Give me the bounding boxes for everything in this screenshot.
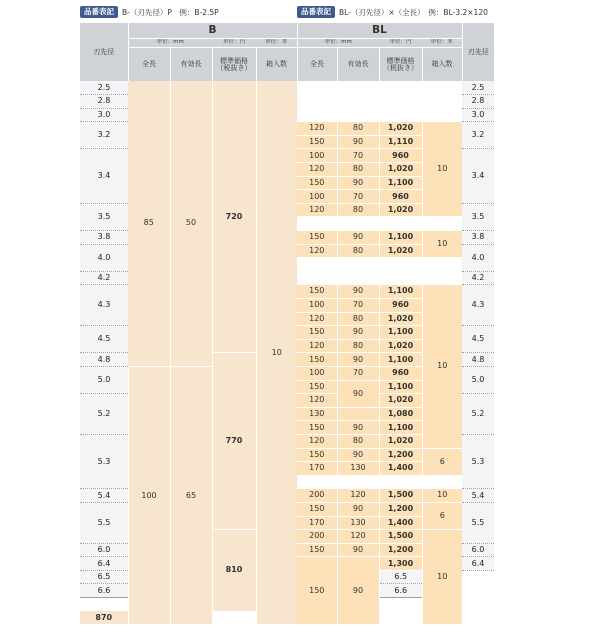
bl-effective-length-cell: 90	[337, 380, 379, 407]
blade-diameter-cell: 3.4	[80, 149, 128, 203]
blade-diameter-cell: 6.6	[379, 584, 422, 598]
blade-diameter-cell: 3.2	[80, 122, 128, 149]
table-row	[80, 81, 494, 95]
blade-diameter-cell: 5.4	[462, 489, 494, 503]
bl-price-cell: 960	[379, 366, 422, 380]
blade-diameter-cell: 5.0	[80, 366, 128, 393]
unit-pcs: 単位：本	[256, 39, 297, 48]
bl-length-cell: 100	[297, 366, 337, 380]
blade-diameter-cell: 3.4	[462, 149, 494, 203]
blade-diameter-cell: 5.3	[462, 434, 494, 488]
bl-length-cell: 120	[297, 203, 337, 217]
bl-length-cell: 150	[297, 543, 337, 557]
blade-diameter-cell: 2.5	[462, 81, 494, 95]
blade-diameter-cell: 6.0	[80, 543, 128, 557]
unit-yen: 単位：円	[379, 39, 422, 48]
bl-effective-length-cell: 70	[337, 366, 379, 380]
blade-diameter-cell: 5.4	[80, 489, 128, 503]
part-number-tag: 品番表記	[297, 6, 335, 18]
bl-price-cell: 1,110	[379, 135, 422, 149]
blade-diameter-cell: 3.2	[462, 122, 494, 149]
part-number-tag: 品番表記	[80, 6, 118, 18]
group-b-header: B	[128, 23, 297, 39]
blade-diameter-cell: 2.5	[80, 81, 128, 95]
bl-effective-length-cell: 130	[337, 516, 379, 530]
col-qty: 箱入数	[422, 48, 462, 82]
bl-not-available	[297, 81, 462, 122]
blade-diameter-cell: 6.5	[379, 570, 422, 584]
bl-effective-length-cell: 90	[337, 543, 379, 557]
blade-diameter-cell: 5.0	[462, 366, 494, 393]
bl-effective-length-cell: 80	[337, 244, 379, 258]
blade-diameter-cell: 5.3	[80, 434, 128, 488]
col-qty: 箱入数	[256, 48, 297, 82]
blade-diameter-cell: 6.5	[80, 570, 128, 584]
blade-diameter-cell: 6.6	[80, 584, 128, 598]
bl-qty-cell: 6	[422, 448, 462, 475]
bl-effective-length-cell: 90	[337, 326, 379, 340]
bl-qty-cell: 10	[422, 285, 462, 448]
bl-length-cell: 120	[297, 434, 337, 448]
bl-qty-cell: 10	[422, 122, 462, 217]
bl-length-cell: 100	[297, 149, 337, 163]
bl-length-cell: 200	[297, 530, 337, 544]
blade-diameter-cell: 2.8	[80, 95, 128, 109]
bl-price-cell: 1,100	[379, 231, 422, 245]
b-price-cell: 720	[212, 81, 256, 353]
bl-length-cell: 100	[297, 299, 337, 313]
bl-price-cell: 1,100	[379, 285, 422, 299]
bl-price-cell: 1,100	[379, 353, 422, 367]
bl-effective-length-cell: 90	[337, 448, 379, 462]
bl-effective-length-cell	[337, 407, 379, 421]
bl-length-cell: 170	[297, 462, 337, 476]
bl-price-cell: 1,020	[379, 244, 422, 258]
bl-price-cell: 1,020	[379, 394, 422, 408]
bl-not-available	[297, 217, 462, 231]
bl-effective-length-cell: 70	[337, 149, 379, 163]
bl-length-cell: 150	[297, 380, 337, 394]
bl-not-available	[297, 475, 462, 489]
bl-price-cell: 1,100	[379, 421, 422, 435]
bl-price-cell: 1,400	[379, 516, 422, 530]
blade-diameter-header: 刃先径	[462, 23, 494, 81]
bl-qty-cell: 10	[422, 530, 462, 625]
bl-price-cell: 1,200	[379, 502, 422, 516]
bl-effective-length-cell: 90	[337, 231, 379, 245]
bl-price-cell: 1,100	[379, 380, 422, 394]
bl-price-cell: 1,020	[379, 312, 422, 326]
bl-length-cell: 130	[297, 407, 337, 421]
col-price: 標準価格 （税抜き）	[379, 48, 422, 82]
blade-diameter-cell: 6.4	[80, 557, 128, 571]
part-number-example: BL-（刃先径）×（全長） 例：BL-3.2×120	[339, 8, 488, 17]
bl-length-cell: 120	[297, 394, 337, 408]
group-bl-header: BL	[297, 23, 462, 39]
col-price: 標準価格 （税抜き）	[212, 48, 256, 82]
blade-diameter-cell: 3.0	[80, 108, 128, 122]
blade-diameter-cell: 3.8	[80, 231, 128, 245]
bl-price-cell: 1,020	[379, 122, 422, 136]
bl-price-cell: 1,200	[379, 448, 422, 462]
bl-length-cell: 150	[297, 421, 337, 435]
bl-price-cell: 1,500	[379, 530, 422, 544]
bl-length-cell: 150	[297, 448, 337, 462]
bl-effective-length-cell: 80	[337, 203, 379, 217]
b-price-cell: 770	[212, 353, 256, 530]
blade-diameter-cell: 4.2	[80, 271, 128, 285]
bl-not-available	[297, 271, 462, 285]
bl-price-cell: 1,020	[379, 163, 422, 177]
bl-effective-length-cell: 80	[337, 312, 379, 326]
part-number-note-b	[80, 6, 219, 20]
blade-diameter-cell: 4.8	[80, 353, 128, 367]
bl-length-cell: 150	[297, 135, 337, 149]
part-number-note-bl	[297, 6, 488, 20]
blade-diameter-cell: 2.8	[462, 95, 494, 109]
blade-diameter-cell: 5.5	[80, 502, 128, 543]
bl-effective-length-cell: 130	[337, 462, 379, 476]
bl-length-cell: 170	[297, 516, 337, 530]
unit-mm: 単位：mm	[297, 39, 379, 48]
blade-diameter-cell: 3.5	[80, 203, 128, 230]
blade-diameter-cell: 3.8	[462, 231, 494, 245]
bl-price-cell: 1,080	[379, 407, 422, 421]
bl-price-cell: 1,100	[379, 326, 422, 340]
blade-diameter-cell: 6.0	[462, 543, 494, 557]
blade-diameter-cell: 3.0	[462, 108, 494, 122]
bl-effective-length-cell: 70	[337, 190, 379, 204]
bl-price-cell: 960	[379, 190, 422, 204]
blade-diameter-cell: 4.0	[462, 244, 494, 271]
unit-yen: 単位：円	[212, 39, 256, 48]
blade-diameter-cell: 5.2	[462, 394, 494, 435]
bl-qty-cell: 10	[422, 489, 462, 503]
bl-effective-length-cell: 80	[337, 163, 379, 177]
bl-price-cell: 1,020	[379, 339, 422, 353]
blade-diameter-cell: 5.5	[462, 502, 494, 543]
bl-effective-length-cell: 120	[337, 489, 379, 503]
spec-table	[80, 23, 494, 625]
unit-mm: 単位：mm	[128, 39, 212, 48]
bl-price-cell: 1,300	[379, 557, 422, 571]
bl-price-cell: 1,100	[379, 176, 422, 190]
b-length-cell: 100	[128, 366, 170, 624]
bl-price-cell: 960	[379, 299, 422, 313]
bl-effective-length-cell: 90	[337, 353, 379, 367]
bl-price-cell: 960	[379, 149, 422, 163]
blade-diameter-cell: 4.8	[462, 353, 494, 367]
bl-length-cell: 120	[297, 339, 337, 353]
bl-effective-length-cell: 120	[337, 530, 379, 544]
part-number-example: B-（刃先径）P 例：B-2.5P	[122, 8, 219, 17]
col-effective-length: 有効長	[337, 48, 379, 82]
bl-length-cell: 150	[297, 353, 337, 367]
blade-diameter-header: 刃先径	[80, 23, 128, 81]
bl-price-cell: 1,020	[379, 203, 422, 217]
b-qty-cell: 10	[256, 81, 297, 625]
bl-price-cell: 1,020	[379, 434, 422, 448]
bl-length-cell: 200	[297, 489, 337, 503]
col-effective-length: 有効長	[170, 48, 212, 82]
bl-qty-cell: 6	[422, 502, 462, 529]
bl-length-cell: 150	[297, 176, 337, 190]
b-price-cell: 870	[80, 611, 128, 625]
bl-length-cell: 120	[297, 312, 337, 326]
bl-length-cell: 120	[297, 122, 337, 136]
bl-length-cell: 100	[297, 190, 337, 204]
bl-effective-length-cell: 70	[337, 299, 379, 313]
bl-effective-length-cell: 80	[337, 434, 379, 448]
bl-effective-length-cell: 80	[337, 122, 379, 136]
bl-length-cell: 120	[297, 163, 337, 177]
b-price-cell: 810	[212, 530, 256, 612]
blade-diameter-cell: 3.5	[462, 203, 494, 230]
bl-effective-length-cell: 80	[337, 339, 379, 353]
blade-diameter-cell: 4.3	[462, 285, 494, 326]
bl-effective-length-cell: 90	[337, 557, 379, 625]
bl-length-cell: 150	[297, 231, 337, 245]
bl-length-cell: 150	[297, 285, 337, 299]
bl-effective-length-cell: 90	[337, 176, 379, 190]
bl-price-cell: 1,200	[379, 543, 422, 557]
blade-diameter-cell: 4.5	[80, 326, 128, 353]
bl-price-cell: 1,400	[379, 462, 422, 476]
bl-effective-length-cell: 90	[337, 285, 379, 299]
blade-diameter-cell: 4.0	[80, 244, 128, 271]
col-length: 全長	[128, 48, 170, 82]
bl-length-cell: 150	[297, 326, 337, 340]
bl-effective-length-cell: 90	[337, 502, 379, 516]
b-length-cell: 85	[128, 81, 170, 366]
col-length: 全長	[297, 48, 337, 82]
bl-length-cell: 150	[297, 502, 337, 516]
blade-diameter-cell: 6.4	[462, 557, 494, 571]
blade-diameter-cell: 4.2	[462, 271, 494, 285]
blade-diameter-cell: 4.5	[462, 326, 494, 353]
bl-effective-length-cell: 90	[337, 421, 379, 435]
unit-pcs: 単位：本	[422, 39, 462, 48]
bl-qty-cell: 10	[422, 231, 462, 258]
b-effective-length-cell: 65	[170, 366, 212, 624]
blade-diameter-cell: 4.3	[80, 285, 128, 326]
bl-effective-length-cell: 90	[337, 135, 379, 149]
bl-price-cell: 1,500	[379, 489, 422, 503]
bl-length-cell: 120	[297, 244, 337, 258]
bl-length-cell: 150	[297, 557, 337, 625]
b-effective-length-cell: 50	[170, 81, 212, 366]
blade-diameter-cell: 5.2	[80, 394, 128, 435]
